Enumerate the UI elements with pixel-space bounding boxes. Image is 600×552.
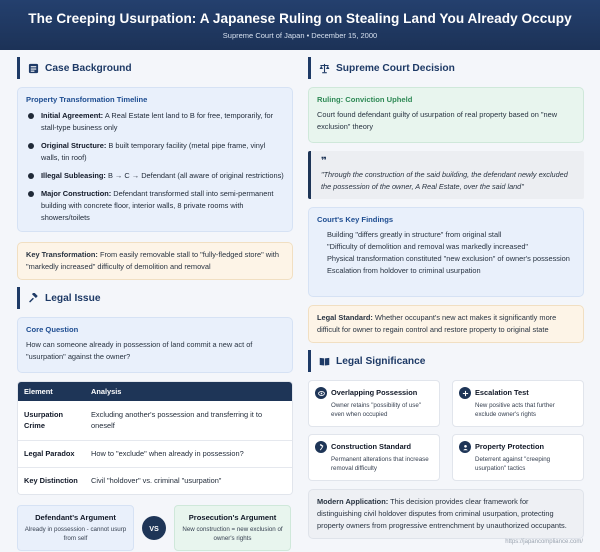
page-header <box>0 0 600 50</box>
findings-card <box>308 207 584 297</box>
timeline-item: Major Construction: Defendant transformed stall into semi-permanent building with concrete floor, interior walls, 8 private rooms with showers/toilets <box>26 188 284 224</box>
timeline-card <box>17 87 293 232</box>
table-row: Legal Paradox How to "exclude" when already in possession? <box>18 440 292 467</box>
ruling-title: Ruling: Conviction Upheld <box>317 95 413 104</box>
table-header-row <box>18 382 292 401</box>
core-question-text: How can someone already in possession of land commit a new act of "usurpation" against the owner? <box>26 340 253 361</box>
ruling-card <box>308 87 584 143</box>
court-quote <box>308 151 584 199</box>
timeline-item: Initial Agreement: A Real Estate lent land to B for free, temporarily, for stall-type business only <box>26 110 284 134</box>
hammer-icon <box>315 441 327 453</box>
eye-icon <box>315 387 327 399</box>
bullet-icon <box>28 173 34 179</box>
bullet-icon <box>28 113 34 119</box>
bullet-icon <box>28 191 34 197</box>
bullet-icon <box>28 143 34 149</box>
document-icon <box>27 62 40 75</box>
vs-badge: VS <box>142 516 166 540</box>
legal-standard-text: Whether occupant's new act makes it significantly more difficult for owner to regain control and restore property to original state <box>317 313 557 334</box>
significance-card: Escalation Test New positive acts that further exclude owner's rights <box>452 380 584 427</box>
plus-icon <box>459 387 471 399</box>
findings-title: Court's Key Findings <box>317 215 394 224</box>
core-question-card <box>17 317 293 373</box>
defendant-argument: Defendant's Argument Already in possession - cannot usurp from self <box>17 505 134 551</box>
table-header-element: Element <box>24 387 53 396</box>
significance-card: Overlapping Possession Owner retains "possibility of use" even when occupied <box>308 380 440 427</box>
right-column <box>308 57 584 539</box>
table-row: Key Distinction Civil "holdover" vs. criminal "usurpation" <box>24 476 222 486</box>
significance-card: Property Protection Deterrent against "creeping usurpation" tactics <box>452 434 584 481</box>
finding-item: "Difficulty of demolition and removal was markedly increased" <box>327 242 529 251</box>
legal-issue-heading <box>17 287 293 309</box>
modern-application-label: Modern Application: <box>317 497 389 506</box>
gavel-icon <box>27 292 40 305</box>
significance-grid <box>308 380 584 481</box>
key-transformation-text: From easily removable stall to "fully-fledged store" with "markedly increased" difficulty of demolition and removal <box>26 250 279 271</box>
decision-heading <box>308 57 584 79</box>
modern-application-card <box>308 489 584 539</box>
analysis-table <box>17 381 293 495</box>
legal-issue-title: Legal Issue <box>45 292 101 304</box>
book-icon <box>318 355 331 368</box>
core-question-title: Core Question <box>26 325 79 334</box>
scales-icon <box>318 62 331 75</box>
significance-title: Legal Significance <box>336 355 426 367</box>
page-title: The Creeping Usurpation: A Japanese Ruling on Stealing Land You Already Occupy <box>28 11 572 26</box>
quote-icon: ❞ <box>321 156 327 167</box>
timeline-title: Property Transformation Timeline <box>26 95 148 104</box>
person-icon <box>459 441 471 453</box>
case-background-title: Case Background <box>45 62 132 74</box>
page-subtitle: Supreme Court of Japan • December 15, 2000 <box>222 31 378 40</box>
legal-standard-label: Legal Standard: <box>317 313 373 322</box>
left-column <box>17 57 293 551</box>
timeline-item: Original Structure: B built temporary facility (metal pipe frame, vinyl walls, tin roof) <box>26 140 284 164</box>
decision-title: Supreme Court Decision <box>336 62 455 74</box>
table-header-analysis: Analysis <box>91 387 122 396</box>
footer-url: https://japancompliance.com/ <box>505 539 583 545</box>
timeline-item: Illegal Subleasing: B → C → Defendant (all aware of original restrictions) <box>26 170 284 182</box>
finding-item: Physical transformation constituted "new exclusion" of owner's possession <box>327 254 570 263</box>
prosecution-argument: Prosecution's Argument New construction = new exclusion of owner's rights <box>174 505 291 551</box>
modern-application-text: This decision provides clear framework for distinguishing civil holdover disputes from criminal usurpation, protecting property owners from progressive entrenchment by unauthorized occupants. <box>317 497 567 530</box>
significance-heading <box>308 350 584 372</box>
key-transformation-card <box>17 242 293 280</box>
finding-item: Escalation from holdover to criminal usurpation <box>327 266 481 275</box>
table-row: Usurpation Crime Excluding another's possession and transferring it to oneself <box>18 401 292 440</box>
key-transformation-label: Key Transformation: <box>26 250 98 259</box>
legal-standard-card <box>308 305 584 343</box>
significance-card: Construction Standard Permanent alterations that increase removal difficulty <box>308 434 440 481</box>
finding-item: Building "differs greatly in structure" from original stall <box>327 230 502 239</box>
ruling-text: Court found defendant guilty of usurpation of real property based on "new exclusion" theory <box>317 110 558 131</box>
quote-text: "Through the construction of the said building, the defendant newly excluded the possession of the owner, A Real Estate, over the said land" <box>321 170 568 191</box>
arguments-comparison <box>17 505 293 551</box>
case-background-heading <box>17 57 293 79</box>
